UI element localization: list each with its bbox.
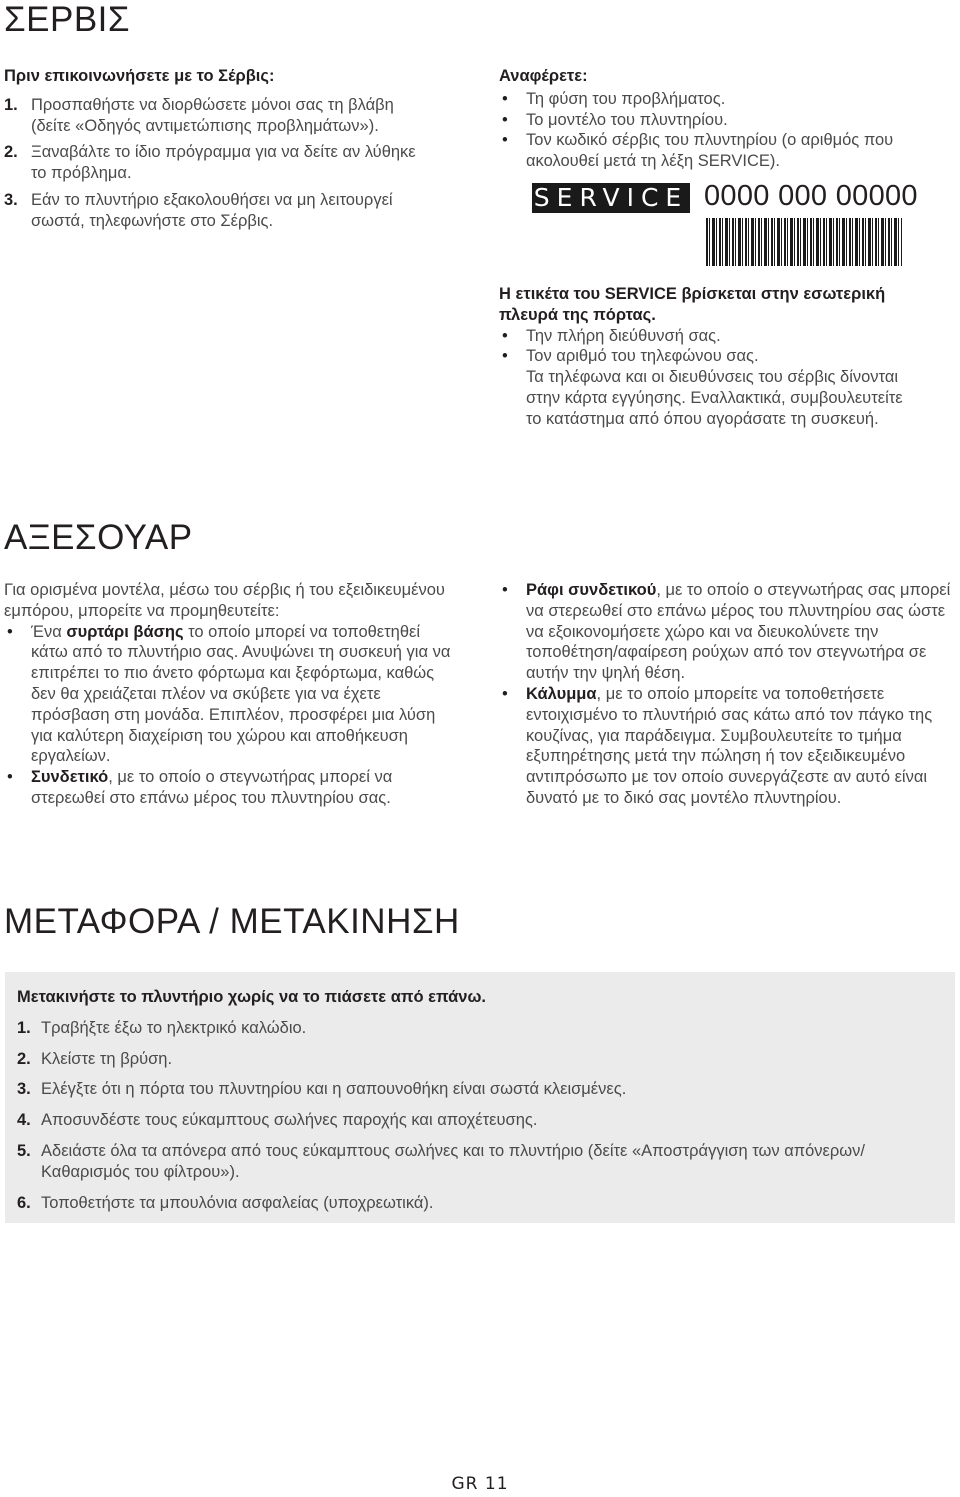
- list-item: 2. Ξαναβάλτε το ίδιο πρόγραμμα για να δείτε αν λύθηκε το πρόβλημα.: [4, 143, 416, 183]
- list-item: 4. Αποσυνδέστε τους εύκαμπτους σωλήνες παροχής και αποχέτευσης.: [17, 1111, 538, 1130]
- accessories-intro: Για ορισμένα μοντέλα, μέσω του σέρβις ή του εξειδικευμένου εμπόρου, μπορείτε να προμηθευτείτε:: [4, 581, 445, 620]
- transport-steps: [17, 1018, 943, 1214]
- accessories-title: ΑΞΕΣΟΥΑΡ: [4, 518, 193, 557]
- list-item: • Το μοντέλο του πλυντηρίου.: [499, 110, 919, 131]
- service-steps: [4, 95, 424, 232]
- list-item: 3. Εάν το πλυντήριο εξακολουθήσει να μη λειτουργεί σωστά, τηλεφωνήστε στο Σέρβις.: [4, 190, 393, 230]
- report-list: [499, 89, 919, 172]
- accessories-list-right: [499, 580, 951, 809]
- accessories-left-column: [4, 580, 454, 809]
- list-item: • Κάλυμμα, με το οποίο μπορείτε να τοποθετήσετε εντοιχισμένο το πλυντήριό σας κάτω από τον πάγκο της κουζίνας, για παράδειγμα. Συμβουλευτείτε το τμήμα εξυπηρέτησης μετά την πώληση ή τον εξειδικευμένο αντιπρόσωπο με τον οποίο συνεργάζεστε αν αυτό είναι δυνατό με το δικό σας μοντέλο πλυντηρίου.: [499, 684, 951, 809]
- accessories-right-column: [499, 580, 951, 809]
- service-title: ΣΕΡΒΙΣ: [4, 0, 131, 39]
- list-item: 2. Κλείστε τη βρύση.: [17, 1049, 173, 1068]
- list-item: • Συνδετικό, με το οποίο ο στεγνωτήρας μπορεί να στερεωθεί στο επάνω μέρος του πλυντηρίου σας.: [4, 767, 454, 809]
- list-item: 3. Ελέγξτε ότι η πόρτα του πλυντηρίου και η σαπουνοθήκη είναι σωστά κλεισμένες.: [17, 1080, 627, 1099]
- transport-title: ΜΕΤΑΦΟΡΑ / ΜΕΤΑΚΙΝΗΣΗ: [4, 902, 460, 941]
- service-intro: Πριν επικοινωνήσετε με το Σέρβις:: [4, 67, 275, 85]
- service-left-column: [4, 66, 424, 232]
- service-number: 0000 000 00000: [704, 180, 918, 212]
- transport-lead: Μετακινήστε το πλυντήριο χωρίς να το πιάσετε από επάνω.: [17, 988, 486, 1006]
- service-contact-block: [499, 284, 909, 430]
- service-word: SERVICE: [533, 183, 689, 212]
- transport-panel: [5, 972, 955, 1223]
- list-item: • Τον κωδικό σέρβις του πλυντηρίου (ο αριθμός που ακολουθεί μετά τη λέξη SERVICE).: [499, 130, 919, 172]
- list-item: • Την πλήρη διεύθυνσή σας.: [499, 326, 909, 347]
- list-item: • Ράφι συνδετικού, με το οποίο ο στεγνωτήρας σας μπορεί να στερεωθεί στο επάνω μέρος του πλυντηρίου σας ώστε να εξοικονομήσετε χώρο και να διευκολύνετε την τοποθέτηση/αφαίρεση ρούχων από τον στεγνωτήρα σε αυτήν την ψηλή θέση.: [499, 580, 951, 684]
- list-item: • Τον αριθμό του τηλεφώνου σας.: [499, 346, 909, 367]
- list-item: 6. Τοποθετήστε τα μπουλόνια ασφαλείας (υποχρεωτικά).: [17, 1193, 434, 1212]
- service-label: [532, 180, 918, 270]
- list-item: 1. Προσπαθήστε να διορθώσετε μόνοι σας τη βλάβη (δείτε «Οδηγός αντιμετώπισης προβλημάτων»).: [4, 95, 394, 135]
- report-heading: Αναφέρετε:: [499, 67, 588, 85]
- contact-note: Τα τηλέφωνα και οι διευθύνσεις του σέρβις δίνονται στην κάρτα εγγύησης. Εναλλακτικά, συμβουλευτείτε το κατάστημα από όπου αγοράσατε τη συσκευή.: [526, 368, 903, 428]
- service-right-column: [499, 66, 919, 172]
- accessories-list-left: [4, 622, 454, 809]
- list-item: 5. Αδειάστε όλα τα απόνερα από τους εύκαμπτους σωλήνες και το πλυντήριο (δείτε «Αποστράγγιση των απόνερων/Καθαρισμός του φίλτρου»).: [17, 1141, 866, 1181]
- barcode-image: [706, 218, 902, 266]
- label-location: Η ετικέτα του SERVICE βρίσκεται στην εσωτερική πλευρά της πόρτας.: [499, 285, 886, 324]
- page-number: GR 11: [451, 1474, 509, 1494]
- contact-list: [499, 326, 909, 368]
- list-item: • Τη φύση του προβλήματος.: [499, 89, 919, 110]
- list-item: 1. Τραβήξτε έξω το ηλεκτρικό καλώδιο.: [17, 1018, 307, 1037]
- list-item: • Ένα συρτάρι βάσης το οποίο μπορεί να τοποθετηθεί κάτω από το πλυντήριο σας. Ανυψώνει τη συσκευή για να επιτρέπει το πιο άνετο φόρτωμα και ξεφόρτωμα, καθώς δεν θα χρειάζεται πλέον να σκύβετε για να έχετε πρόσβαση στη μονάδα. Επιπλέον, προσφέρει μια λύση για καλύτερη διαχείριση του χώρου και αποθήκευση εργαλείων.: [4, 622, 454, 768]
